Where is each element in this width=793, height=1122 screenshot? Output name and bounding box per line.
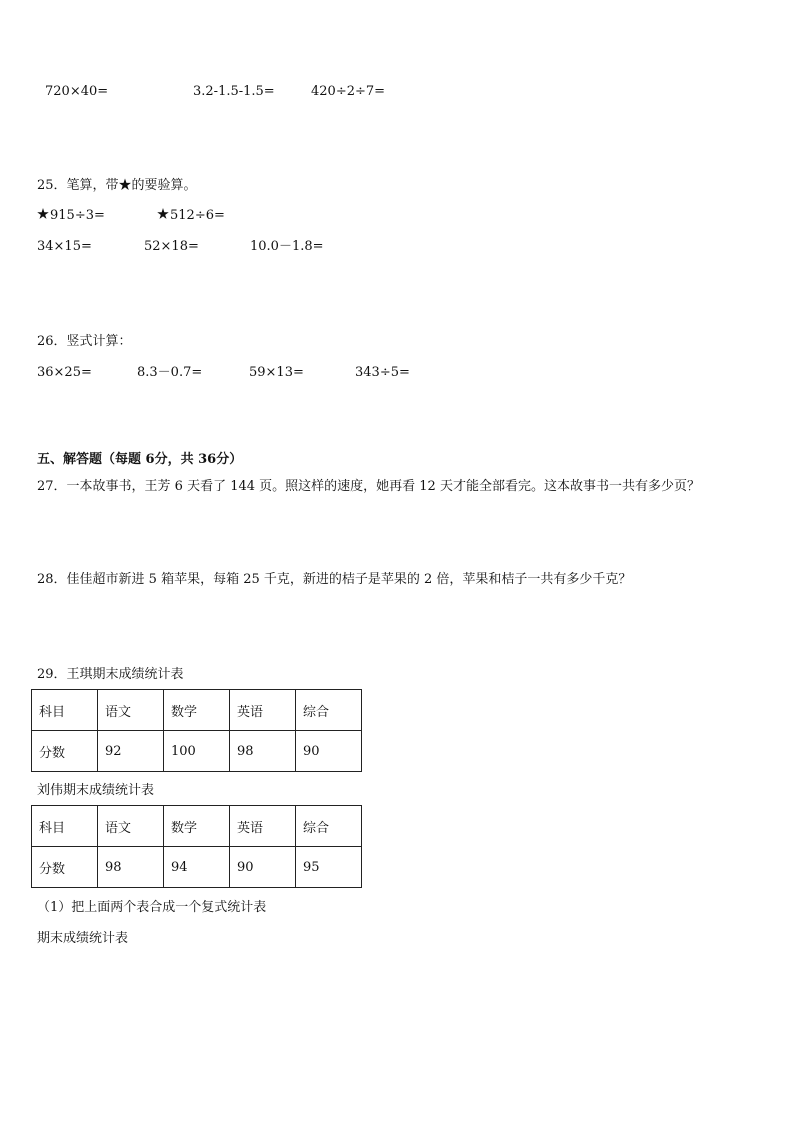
table-cell: 94 [164, 847, 230, 888]
star-icon [37, 208, 49, 220]
q25-item-34x15: 34×15= [37, 239, 92, 254]
table-cell: 98 [230, 731, 296, 772]
calc-720x40: 720×40= [45, 84, 109, 99]
wangqi-score-table [31, 689, 362, 772]
table-cell: 100 [164, 731, 230, 772]
table-cell: 综合 [296, 806, 362, 847]
table-cell: 数学 [164, 690, 230, 731]
table-row [32, 690, 362, 731]
table-cell: 90 [230, 847, 296, 888]
table-cell: 数学 [164, 806, 230, 847]
calc-420-div: 420÷2÷7= [311, 84, 386, 99]
table-cell: 语文 [98, 690, 164, 731]
table-cell: 分数 [32, 847, 98, 888]
table-row [32, 806, 362, 847]
q29-title: 29．王琪期末成绩统计表 [37, 667, 184, 682]
table-cell: 98 [98, 847, 164, 888]
q25-item-512: 512÷6= [157, 208, 225, 224]
q26-item-343-div: 343÷5= [355, 365, 410, 380]
q25-item-52x18: 52×18= [144, 239, 199, 254]
table-cell: 综合 [296, 690, 362, 731]
table-row [32, 847, 362, 888]
table-row [32, 731, 362, 772]
table-cell: 英语 [230, 690, 296, 731]
q25-item-915: 915÷3= [37, 208, 105, 224]
table-cell: 科目 [32, 690, 98, 731]
q26-item-59x13: 59×13= [249, 365, 304, 380]
table-cell: 90 [296, 731, 362, 772]
table-cell: 语文 [98, 806, 164, 847]
q26-item-8.3-minus: 8.3－0.7= [137, 365, 203, 380]
calc-3.2-minus: 3.2-1.5-1.5= [193, 84, 275, 99]
table-cell: 英语 [230, 806, 296, 847]
q29-sub1: （1）把上面两个表合成一个复式统计表 [37, 900, 267, 915]
table2-title: 刘伟期末成绩统计表 [37, 783, 155, 798]
q26-item-36x25: 36×25= [37, 365, 92, 380]
table-cell: 分数 [32, 731, 98, 772]
q27-text: 27．一本故事书，王芳 6 天看了 144 页。照这样的速度，她再看 12 天才能全部看完。这本故事书一共有多少页？ [37, 479, 700, 494]
q28-text: 28．佳佳超市新进 5 箱苹果，每箱 25 千克，新进的桔子是苹果的 2 倍，苹果和桔子一共有多少千克？ [37, 572, 632, 587]
combined-table-title: 期末成绩统计表 [37, 931, 129, 946]
q26-title: 26．竖式计算： [37, 334, 132, 349]
q25-title: 25．笔算，带★的要验算。 [37, 178, 197, 193]
table-cell: 科目 [32, 806, 98, 847]
table-cell: 92 [98, 731, 164, 772]
q25-item-10-minus: 10.0－1.8= [250, 239, 324, 254]
table-cell: 95 [296, 847, 362, 888]
star-icon [157, 208, 169, 220]
liuwei-score-table [31, 805, 362, 888]
section5-title: 五、解答题（每题 6分，共 36分） [37, 452, 243, 467]
